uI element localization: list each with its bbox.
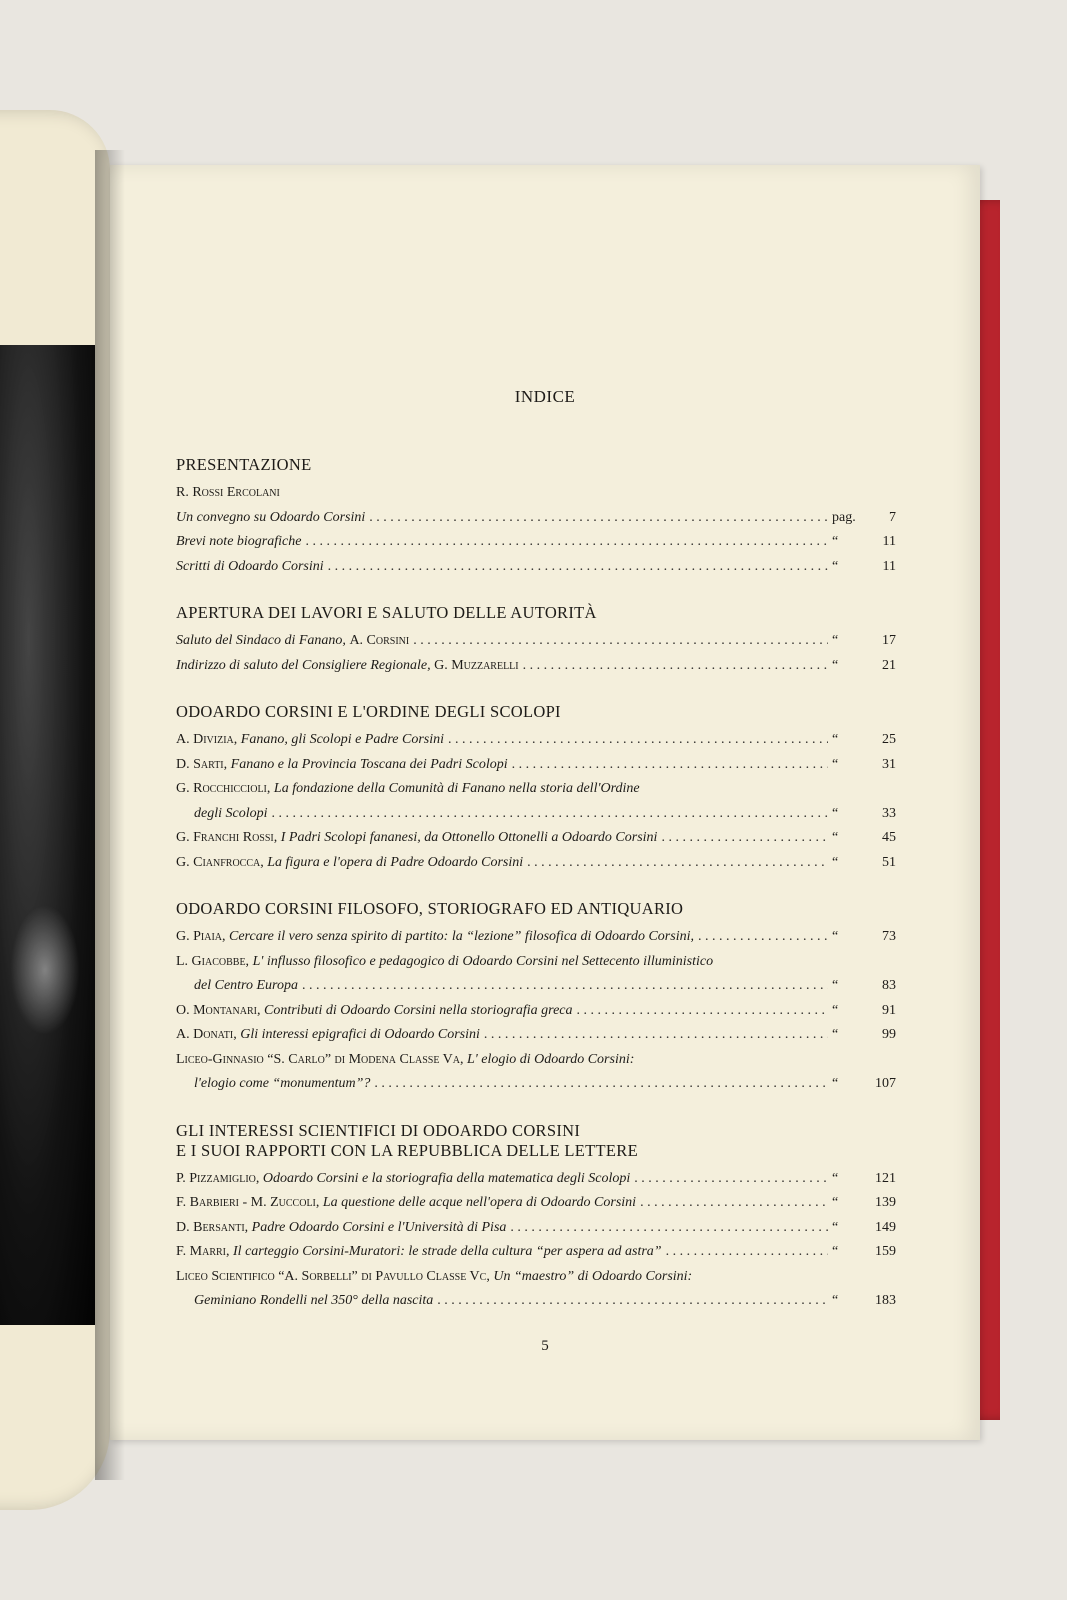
- toc-row: [176, 530, 896, 555]
- toc-section: [176, 603, 896, 678]
- page-ref: 11: [882, 558, 896, 574]
- ditto-mark: “: [832, 854, 839, 870]
- page-number: 5: [541, 1338, 549, 1354]
- entry-title: Saluto del Sindaco di Fanano,: [176, 633, 346, 648]
- page-title: INDICE: [514, 387, 576, 406]
- entry-title: Gli interessi epigrafici di Odoardo Corsini: [240, 1027, 480, 1042]
- dot-leader: [302, 974, 828, 999]
- entry-author: F. Marri,: [176, 1244, 230, 1259]
- toc-entry: [176, 728, 896, 753]
- toc-section: [176, 702, 896, 875]
- toc-row: [176, 1023, 896, 1048]
- toc-entry: [176, 950, 896, 999]
- toc-entry: [176, 1023, 896, 1048]
- dot-leader: [512, 753, 828, 778]
- entry-title: Scritti di Odoardo Corsini: [176, 558, 324, 574]
- toc-row: [176, 555, 896, 580]
- ditto-mark: “: [832, 756, 839, 772]
- toc-row: [176, 753, 896, 778]
- toc-entry: [176, 1048, 896, 1097]
- dot-leader: [634, 1167, 828, 1192]
- ditto-mark: “: [832, 534, 839, 549]
- ditto-mark: “: [832, 929, 839, 944]
- toc-section: [176, 1121, 896, 1314]
- toc-entry: [176, 1265, 896, 1314]
- toc-entry: [176, 654, 896, 679]
- ditto-mark: “: [832, 1293, 839, 1308]
- entry-author: L. Giacobbe,: [176, 953, 250, 969]
- ditto-mark: “: [832, 1076, 839, 1091]
- photo-highlight: [10, 905, 80, 1035]
- page-ref: 99: [882, 1027, 896, 1042]
- page-ref: 107: [875, 1076, 896, 1091]
- entry-author: Liceo Scientifico “A. Sorbelli” di Pavullo Classe Vc,: [176, 1268, 490, 1284]
- entry-title: Odoardo Corsini e la storiografia della matematica degli Scolopi: [262, 1170, 631, 1186]
- dot-leader: [437, 1289, 828, 1314]
- dot-leader: [698, 925, 828, 950]
- toc-row: [176, 506, 896, 531]
- toc-row: [176, 925, 896, 950]
- book-gutter-shadow: [95, 150, 125, 1480]
- toc-entry: [176, 1167, 896, 1192]
- toc-entry: [176, 851, 896, 876]
- toc-entry: [176, 925, 896, 950]
- ditto-mark: “: [832, 1219, 839, 1235]
- entry-title: L' elogio di Odoardo Corsini:: [467, 1051, 635, 1067]
- entry-author: G. Rocchiccioli,: [176, 781, 271, 796]
- entry-title: Indirizzo di saluto del Consigliere Regionale,: [176, 657, 431, 673]
- page-ref: 183: [875, 1293, 896, 1308]
- ditto-mark: “: [832, 1027, 839, 1042]
- dot-leader: [413, 629, 828, 654]
- index-page: [110, 165, 980, 1440]
- toc-entry: [176, 555, 896, 580]
- page-ref: 17: [882, 633, 896, 648]
- dot-leader: [448, 728, 828, 753]
- entry-title: L' influsso filosofico e pedagogico di Odoardo Corsini nel Settecento illuministico: [252, 953, 714, 969]
- toc-entry: [176, 777, 896, 826]
- section-title-line2: E I SUOI RAPPORTI CON LA REPUBBLICA DELLE LETTERE: [176, 1140, 638, 1160]
- toc-row: [176, 1216, 896, 1241]
- toc-entry: [176, 999, 896, 1024]
- entry-author: O. Montanari,: [176, 1002, 261, 1018]
- section-title: ODOARDO CORSINI E L'ORDINE DEGLI SCOLOPI: [176, 702, 561, 721]
- ditto-mark: “: [832, 633, 839, 648]
- dot-leader: [374, 1072, 828, 1097]
- toc-row: [176, 728, 896, 753]
- entry-title: I Padri Scolopi fananesi, da Ottonello Ottonelli a Odoardo Corsini: [280, 830, 658, 845]
- page-ref: 51: [882, 854, 896, 870]
- toc-row: [194, 974, 896, 999]
- toc-entry: [176, 506, 896, 531]
- ditto-mark: “: [832, 1170, 839, 1186]
- dot-leader: [666, 1240, 828, 1265]
- page-ref: 45: [882, 830, 896, 845]
- toc-row: [194, 1072, 896, 1097]
- page-ref: 21: [882, 657, 896, 673]
- entry-author: P. Pizzamiglio,: [176, 1170, 260, 1186]
- page-ref: 121: [875, 1170, 896, 1186]
- entry-title: La fondazione della Comunità di Fanano nella storia dell'Ordine: [273, 781, 640, 796]
- entry-author: D. Bersanti,: [176, 1219, 249, 1235]
- ditto-mark: “: [832, 1244, 839, 1259]
- entry-author: D. Sarti,: [176, 756, 228, 772]
- entry-title: Il carteggio Corsini-Muratori: le strade della cultura “per aspera ad astra”: [233, 1244, 662, 1259]
- section-title: ODOARDO CORSINI FILOSOFO, STORIOGRAFO ED ANTIQUARIO: [176, 899, 684, 918]
- page-ref: 139: [875, 1195, 896, 1210]
- dot-leader: [272, 802, 829, 827]
- entry-title: Un convegno su Odoardo Corsini: [176, 509, 366, 525]
- ditto-mark: “: [832, 830, 839, 845]
- toc-section: [176, 899, 896, 1097]
- toc-row: [176, 826, 896, 851]
- page-ref: 83: [882, 978, 896, 993]
- page-ref: 91: [882, 1002, 896, 1018]
- entry-title: Un “maestro” di Odoardo Corsini:: [493, 1268, 693, 1284]
- entry-author: A. Corsini: [349, 633, 410, 648]
- page-ref: 149: [875, 1219, 896, 1235]
- ditto-mark: “: [832, 805, 839, 821]
- entry-title: Padre Odoardo Corsini e l'Università di Pisa: [251, 1219, 507, 1235]
- ditto-mark: “: [832, 978, 839, 993]
- dot-leader: [369, 506, 828, 531]
- toc-row: [176, 999, 896, 1024]
- entry-title-cont: l'elogio come “monumentum”?: [194, 1076, 371, 1091]
- toc-row: [176, 1240, 896, 1265]
- toc-row: [176, 654, 896, 679]
- dot-leader: [484, 1023, 828, 1048]
- ditto-mark: “: [832, 657, 839, 673]
- section-title: PRESENTAZIONE: [176, 455, 312, 474]
- facing-page-photo: [0, 345, 95, 1325]
- page-ref: 31: [882, 756, 896, 772]
- dot-leader: [328, 555, 828, 580]
- entry-title: Contributi di Odoardo Corsini nella storiografia greca: [263, 1002, 573, 1018]
- ditto-mark: “: [832, 732, 839, 747]
- toc-entry: [176, 629, 896, 654]
- toc-entry: [176, 1191, 896, 1216]
- table-of-contents: [176, 455, 896, 1338]
- entry-title: La questione delle acque nell'opera di Odoardo Corsini: [322, 1195, 637, 1210]
- entry-title: Fanano e la Provincia Toscana dei Padri Scolopi: [230, 756, 508, 772]
- page-ref: 7: [889, 509, 896, 525]
- toc-entry: [176, 826, 896, 851]
- entry-author: Liceo-Ginnasio “S. Carlo” di Modena Classe Va,: [176, 1051, 464, 1067]
- entry-author: G. Cianfrocca,: [176, 854, 264, 870]
- dot-leader: [510, 1216, 828, 1241]
- toc-entry: [176, 530, 896, 555]
- entry-title-cont: del Centro Europa: [194, 978, 298, 993]
- toc-section: [176, 455, 896, 579]
- toc-row: [176, 629, 896, 654]
- page-ref: 11: [882, 534, 896, 549]
- ditto-mark: “: [832, 1002, 839, 1018]
- section-title: APERTURA DEI LAVORI E SALUTO DELLE AUTORITÀ: [176, 603, 597, 622]
- page-ref: 73: [882, 929, 896, 944]
- entry-author: F. Barbieri - M. Zuccoli,: [176, 1195, 320, 1210]
- dot-leader: [305, 530, 828, 555]
- toc-row: [176, 1167, 896, 1192]
- toc-entry: [176, 1240, 896, 1265]
- entry-author: G. Franchi Rossi,: [176, 830, 278, 845]
- entry-title: La figura e l'opera di Padre Odoardo Corsini: [267, 854, 524, 870]
- dot-leader: [640, 1191, 828, 1216]
- toc-row: [194, 1289, 896, 1314]
- entry-author: G. Piaia,: [176, 929, 226, 944]
- entry-author: G. Muzzarelli: [434, 657, 519, 673]
- toc-row: [176, 851, 896, 876]
- entry-author: R. Rossi Ercolani: [176, 485, 280, 500]
- ditto-mark: “: [832, 1195, 839, 1210]
- entry-author: A. Donati,: [176, 1027, 237, 1042]
- entry-title: Cercare il vero senza spirito di partito: la “lezione” filosofica di Odoardo Corsini,: [229, 929, 694, 944]
- ditto-mark: pag.: [832, 509, 856, 525]
- dot-leader: [577, 999, 828, 1024]
- entry-title-cont: Geminiano Rondelli nel 350° della nascita: [194, 1293, 434, 1308]
- entry-title: Fanano, gli Scolopi e Padre Corsini: [240, 732, 445, 747]
- toc-row: [176, 1191, 896, 1216]
- dot-leader: [527, 851, 828, 876]
- page-ref: 33: [882, 805, 896, 821]
- toc-entry: [176, 753, 896, 778]
- toc-entry: [176, 481, 896, 506]
- toc-entry: [176, 1216, 896, 1241]
- dot-leader: [523, 654, 828, 679]
- entry-title-cont: degli Scolopi: [194, 805, 268, 821]
- dot-leader: [661, 826, 828, 851]
- entry-title: Brevi note biografiche: [176, 534, 302, 549]
- entry-author: A. Divizia,: [176, 732, 238, 747]
- page-ref: 25: [882, 732, 896, 747]
- section-title: GLI INTERESSI SCIENTIFICI DI ODOARDO CORSINI: [176, 1120, 581, 1140]
- toc-row: [194, 802, 896, 827]
- page-ref: 159: [875, 1244, 896, 1259]
- ditto-mark: “: [832, 558, 839, 574]
